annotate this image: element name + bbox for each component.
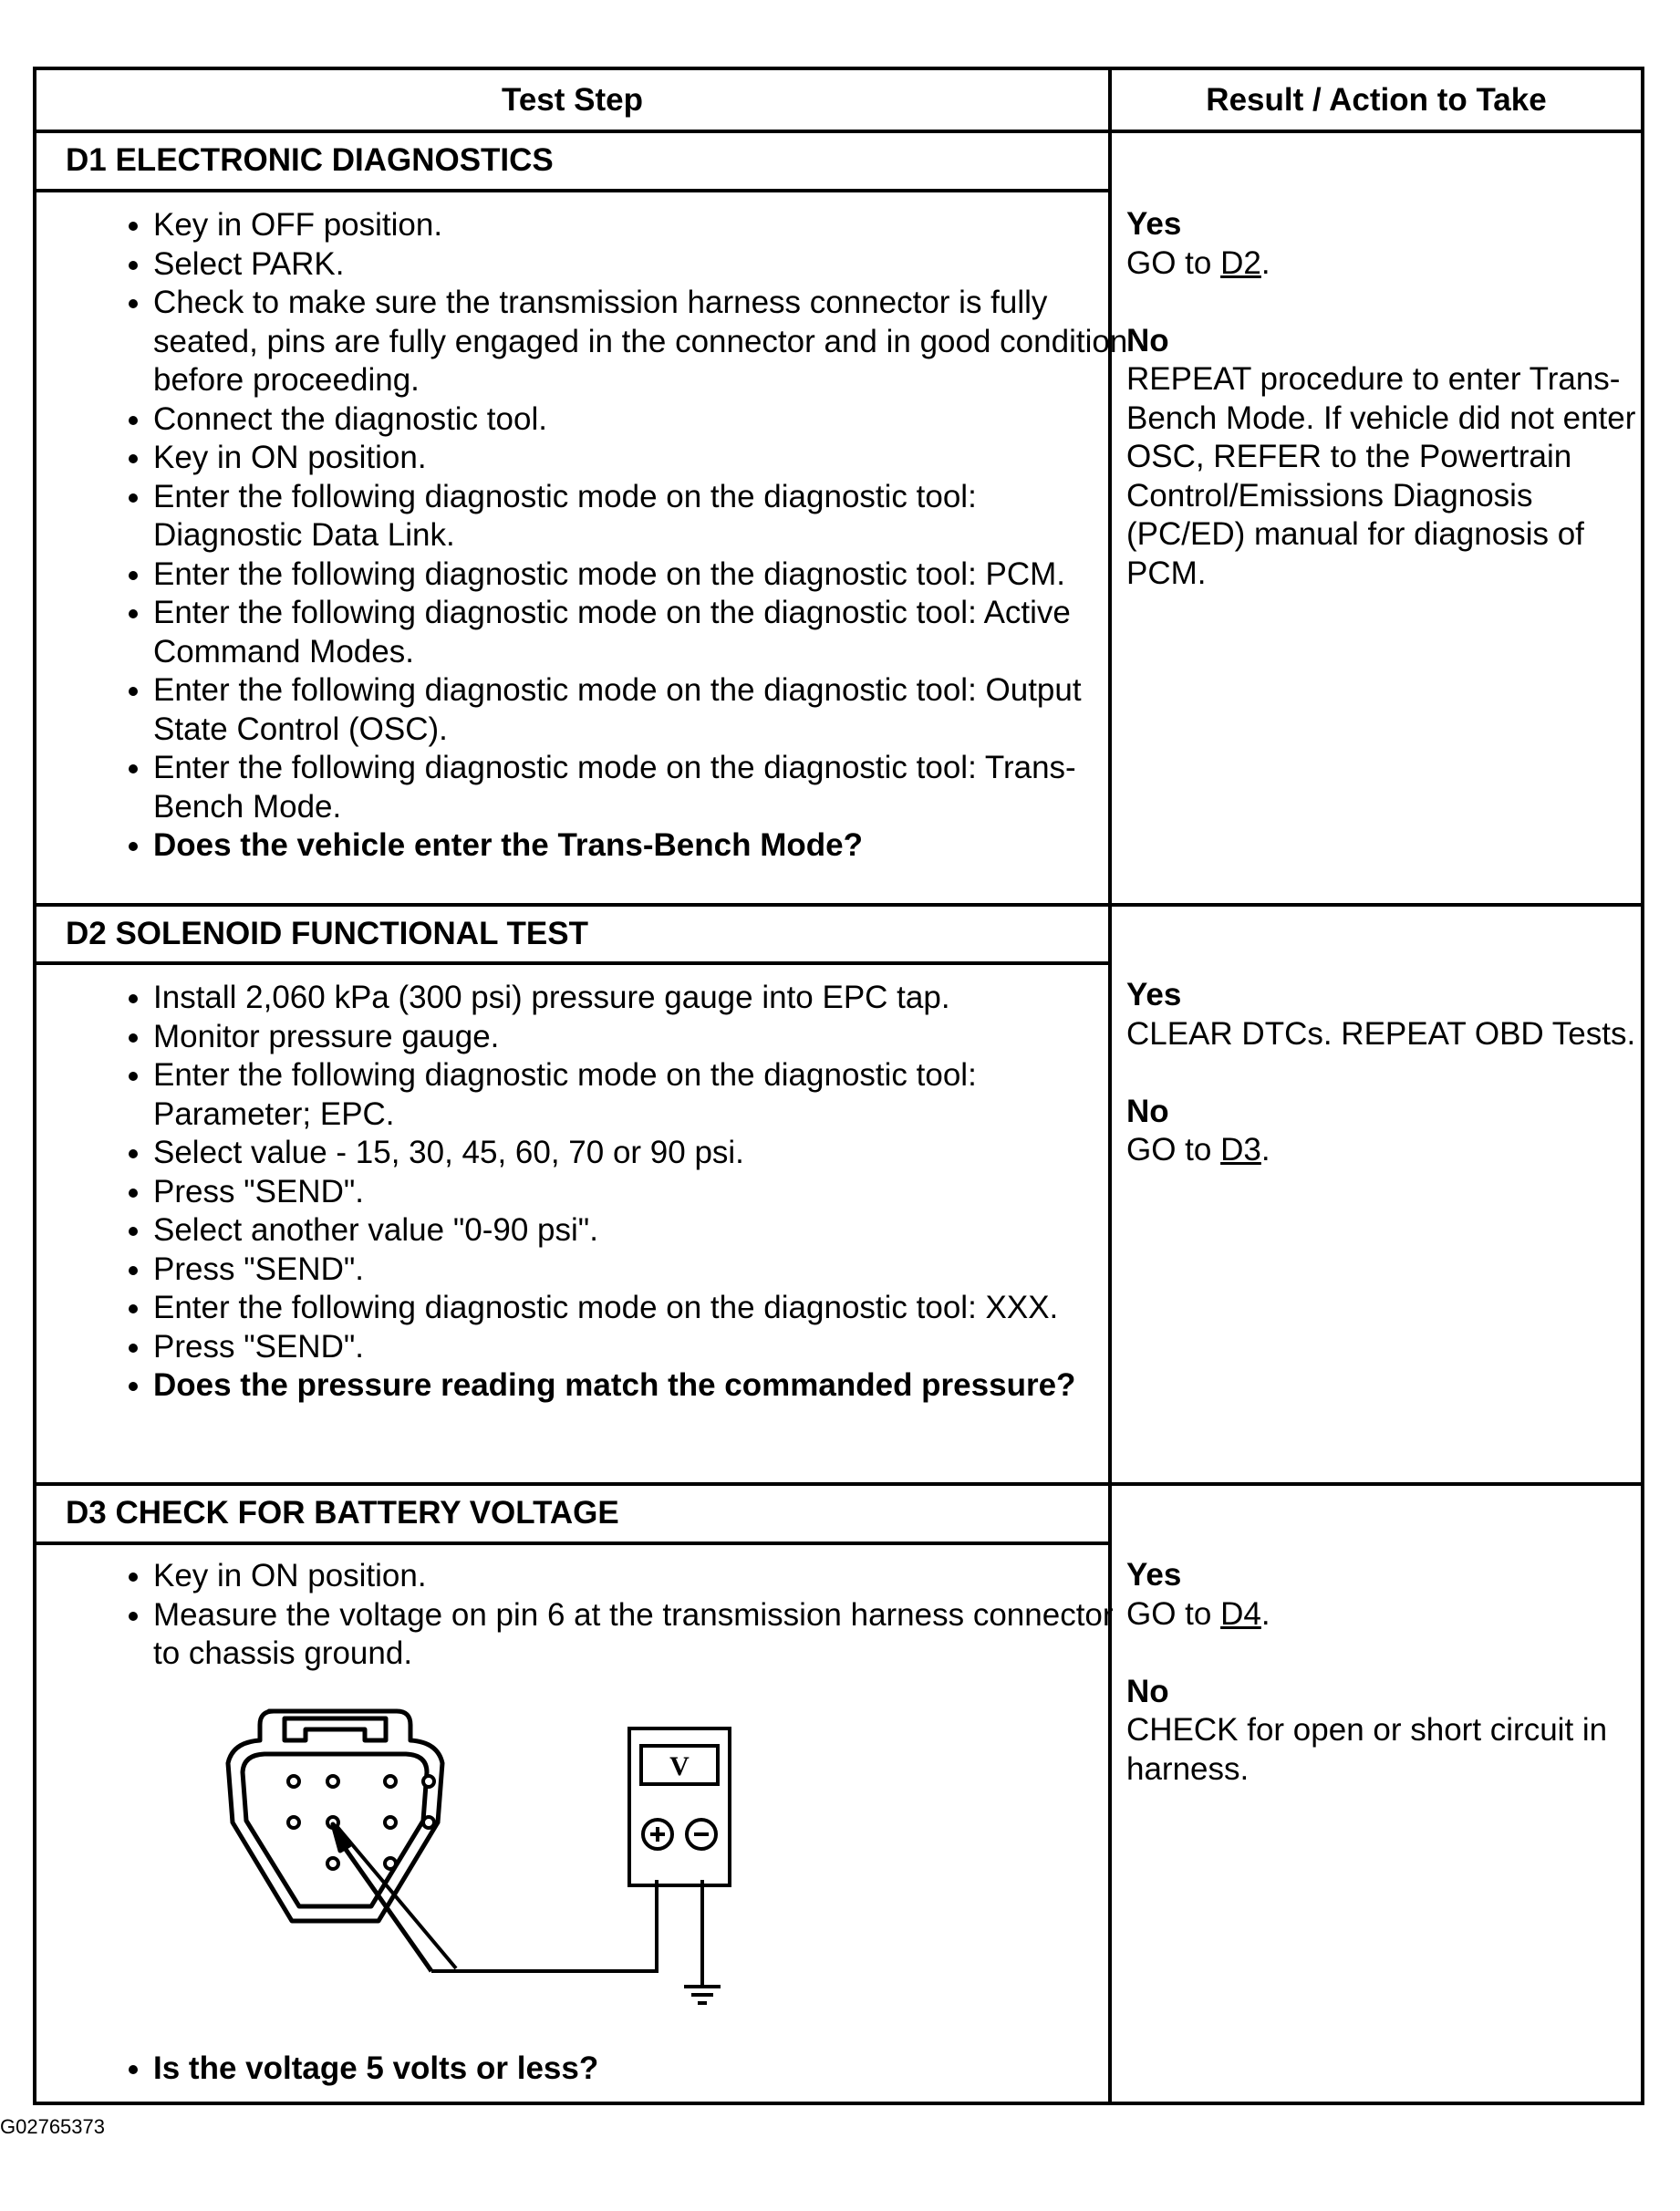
section-title-d3: D3 CHECK FOR BATTERY VOLTAGE	[66, 1495, 619, 1531]
no-action-text: GO to	[1126, 1132, 1221, 1168]
section-title-divider	[36, 961, 1108, 965]
yes-action-text: GO to	[1126, 1595, 1221, 1632]
no-action: CHECK for open or short circuit in harness.	[1126, 1712, 1608, 1787]
positive-lead	[431, 1880, 657, 1971]
section-title-d1: D1 ELECTRONIC DIAGNOSTICS	[66, 142, 554, 178]
list-item: • Enter the following diagnostic mode on the diagnostic tool: Trans-Bench Mode.	[153, 749, 1129, 826]
no-action: REPEAT procedure to enter Trans-Bench Mode. If vehicle did not enter OSC, REFER to the Powertrain Control/Emissions Diagnosis (PC/ED) manual for diagnosis of PCM.	[1126, 361, 1636, 591]
header-test-step: Test Step	[502, 82, 643, 118]
list-item: • Measure the voltage on pin 6 at the transmission harness connector to chassis ground.	[153, 1596, 1129, 1674]
list-item: • Enter the following diagnostic mode on the diagnostic tool: Parameter; EPC.	[153, 1056, 1129, 1134]
link-d2[interactable]: D2	[1220, 244, 1261, 281]
yes-action	[1126, 244, 1637, 284]
list-item: • Press "SEND".	[153, 1173, 1129, 1212]
list-item: • Press "SEND".	[153, 1328, 1129, 1367]
header-result-action: Result / Action to Take	[1206, 82, 1547, 118]
list-item: • Key in OFF position.	[153, 206, 1129, 245]
yes-label: Yes	[1126, 977, 1182, 1012]
result-d1	[1126, 205, 1637, 593]
list-item: • Enter the following diagnostic mode on the diagnostic tool: Active Command Modes.	[153, 594, 1129, 671]
no-label: No	[1126, 1093, 1169, 1129]
question-item: • Does the vehicle enter the Trans-Bench Mode?	[153, 826, 1129, 866]
section-title-divider	[36, 189, 1108, 192]
no-action	[1126, 1131, 1637, 1170]
list-item: • Install 2,060 kPa (300 psi) pressure gauge into EPC tap.	[153, 979, 1129, 1018]
section-title-d2: D2 SOLENOID FUNCTIONAL TEST	[66, 916, 588, 951]
yes-action-suffix: .	[1260, 1595, 1270, 1632]
list-item: • Press "SEND".	[153, 1251, 1129, 1290]
yes-action	[1126, 1595, 1637, 1635]
no-action-suffix: .	[1260, 1132, 1270, 1168]
list-item: • Monitor pressure gauge.	[153, 1018, 1129, 1057]
list-item: • Key in ON position.	[153, 1557, 1129, 1596]
section-title-divider	[36, 1541, 1108, 1545]
list-item: • Key in ON position.	[153, 439, 1129, 478]
yes-action: CLEAR DTCs. REPEAT OBD Tests.	[1126, 1015, 1636, 1052]
list-item: • Check to make sure the transmission harness connector is fully seated, pins are fully engaged in the connector and in good condition before proceeding.	[153, 284, 1129, 400]
list-item: • Enter the following diagnostic mode on the diagnostic tool: PCM.	[153, 555, 1129, 595]
yes-action-suffix: .	[1260, 244, 1270, 281]
step-list-d1	[111, 206, 1129, 866]
list-item: • Connect the diagnostic tool.	[153, 400, 1129, 440]
connector-voltmeter-diagram	[210, 1667, 757, 2041]
result-d2	[1126, 976, 1637, 1170]
figure-id: G02765373	[0, 2115, 105, 2138]
step-list-d3-question	[111, 2050, 1129, 2089]
list-item: • Select PARK.	[153, 245, 1129, 285]
list-item: • Enter the following diagnostic mode on the diagnostic tool: XXX.	[153, 1289, 1129, 1328]
voltmeter-label: V	[669, 1751, 690, 1781]
no-label: No	[1126, 1673, 1169, 1709]
connector-latch	[285, 1718, 386, 1740]
yes-action-text: GO to	[1126, 244, 1221, 281]
link-d4[interactable]: D4	[1220, 1595, 1261, 1632]
yes-label: Yes	[1126, 1557, 1182, 1593]
test-probe	[333, 1824, 456, 1971]
list-item: • Enter the following diagnostic mode on the diagnostic tool: Output State Control (OSC).	[153, 671, 1129, 749]
link-d3[interactable]: D3	[1220, 1132, 1261, 1168]
list-item: • Select another value "0-90 psi".	[153, 1211, 1129, 1251]
list-item: • Select value - 15, 30, 45, 60, 70 or 90 psi.	[153, 1134, 1129, 1173]
step-list-d2	[111, 979, 1129, 1406]
result-d3	[1126, 1556, 1637, 1789]
yes-label: Yes	[1126, 206, 1182, 242]
question-item: • Does the pressure reading match the commanded pressure?	[153, 1366, 1129, 1406]
step-list-d3	[111, 1557, 1129, 1674]
list-item: • Enter the following diagnostic mode on the diagnostic tool: Diagnostic Data Link.	[153, 478, 1129, 555]
no-label: No	[1126, 322, 1169, 358]
question-item: • Is the voltage 5 volts or less?	[153, 2050, 1129, 2089]
